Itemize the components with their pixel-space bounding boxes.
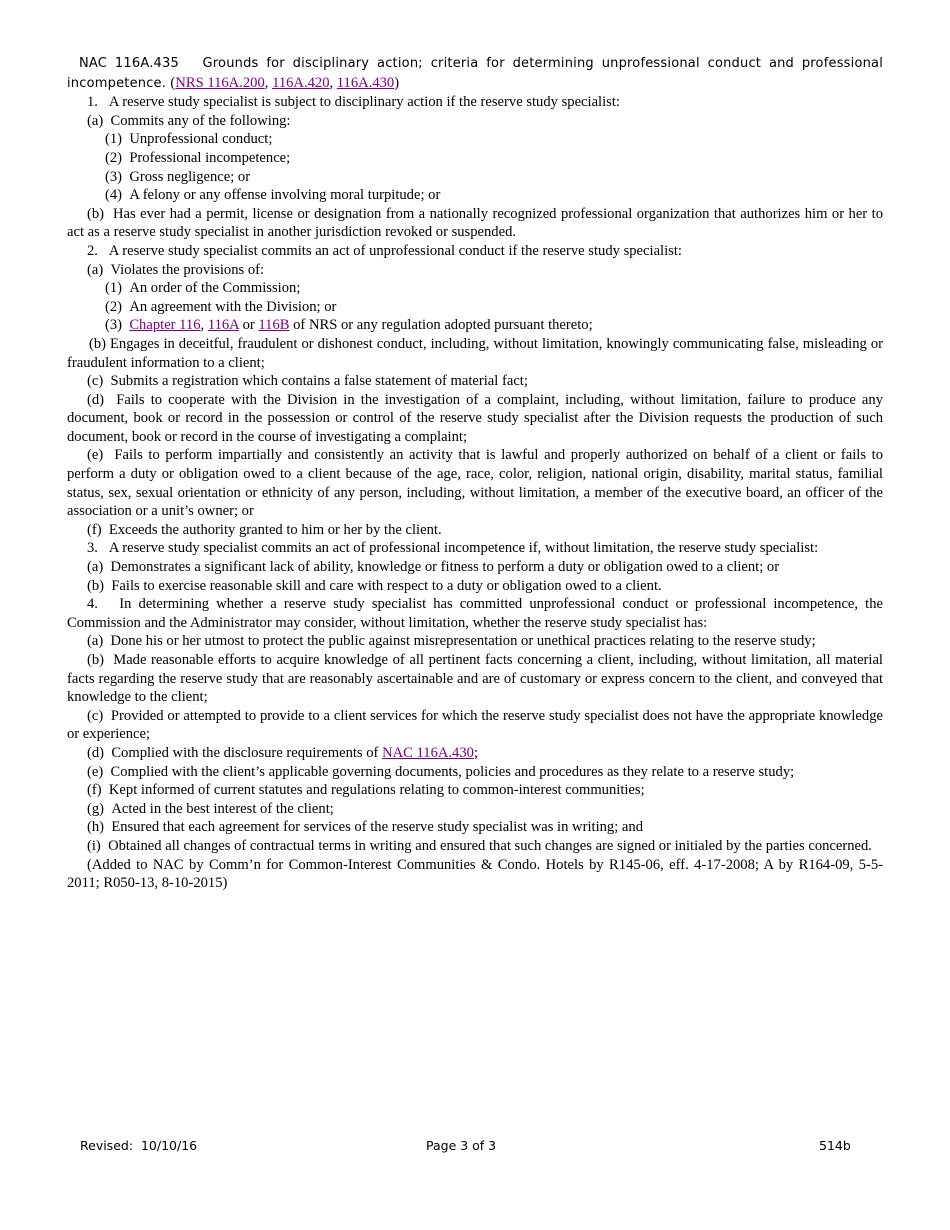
page-number: Page 3 of 3 xyxy=(426,1138,497,1153)
subsection-4i: (i) Obtained all changes of contractual terms in writing and ensured that such changes are signed or initialed by the parties concerned. xyxy=(87,837,872,854)
page-footer xyxy=(0,1138,950,1156)
link-116b[interactable]: 116B xyxy=(258,317,290,334)
subsection-2a3: (3) Chapter 116, 116A or 116B of NRS or any regulation adopted pursuant thereto; xyxy=(105,317,593,334)
subsection-2b: (b) Engages in deceitful, fraudulent or dishonest conduct, including, without limitation, knowingly communicating false, misleading or fraudulent information to a client; xyxy=(67,335,883,371)
subsection-2e: (e) Fails to perform impartially and consistently an activity that is lawful and properly authorized on behalf of a client or fails to perform a duty or obligation owed to a client because of the age, race, color, religion, national origin, disability, marital status, familial status, sex, sexual orientation or ethnicity of any person, including, without limitation, a member of the executive board, an officer of the association or a unit’s owner; or xyxy=(67,447,883,520)
link-116a-430[interactable]: 116A.430 xyxy=(336,74,395,91)
subsection-1b: (b) Has ever had a permit, license or designation from a nationally recognized professional organization that authorizes him or her to act as a reserve study specialist in another jurisdiction revoked or suspended. xyxy=(67,205,883,241)
subsection-1a3: (3) Gross negligence; or xyxy=(105,168,251,185)
subsection-2c: (c) Submits a registration which contains a false statement of material fact; xyxy=(87,373,528,390)
subsection-1a1: (1) Unprofessional conduct; xyxy=(105,131,273,148)
form-id: 514b xyxy=(819,1138,851,1153)
subsection-2a2: (2) An agreement with the Division; or xyxy=(105,298,337,315)
subsection-2a: (a) Violates the provisions of: xyxy=(87,261,265,278)
section-title: Grounds for disciplinary action; criteria for determining unprofessional conduct and professional incompetence. xyxy=(67,56,884,91)
subsection-4a: (a) Done his or her utmost to protect the public against misrepresentation or unethical practices relating to the reserve study; xyxy=(87,633,816,650)
subsection-4c: (c) Provided or attempted to provide to a client services for which the reserve study specialist does not have the appropriate knowledge or experience; xyxy=(67,707,883,743)
subsection-2d: (d) Fails to cooperate with the Division in the investigation of a complaint, including, without limitation, failure to produce any document, book or record in the possession or control of the reserve study specialist after the Division requests the production of such document, book or record in the course of investigating a complaint; xyxy=(67,391,883,445)
subsection-4h: (h) Ensured that each agreement for services of the reserve study specialist was in writing; and xyxy=(87,819,643,836)
subsection-4f: (f) Kept informed of current statutes and regulations relating to common-interest communities; xyxy=(87,782,645,799)
subsection-2f: (f) Exceeds the authority granted to him or her by the client. xyxy=(87,521,442,538)
subsection-1a2: (2) Professional incompetence; xyxy=(105,149,291,166)
subsection-2-intro: 2. A reserve study specialist commits an act of unprofessional conduct if the reserve study specialist: xyxy=(87,242,682,259)
subsection-3-intro: 3. A reserve study specialist commits an act of professional incompetence if, without limitation, the reserve study specialist: xyxy=(87,540,819,557)
section-id: NAC 116A.435 xyxy=(79,56,179,71)
authority-citations: (NRS 116A.200, 116A.420, 116A.430) xyxy=(170,74,400,91)
link-116a-420[interactable]: 116A.420 xyxy=(272,74,330,91)
subsection-1-intro: 1. A reserve study specialist is subject to disciplinary action if the reserve study specialist: xyxy=(87,94,620,111)
revised-date: Revised: 10/10/16 xyxy=(80,1138,198,1153)
subsection-2a1: (1) An order of the Commission; xyxy=(105,280,301,297)
section-heading xyxy=(67,55,883,93)
subsection-4d: (d) Complied with the disclosure requirements of NAC 116A.430; xyxy=(87,744,479,761)
link-nrs-116a-200[interactable]: NRS 116A.200 xyxy=(175,74,265,91)
subsection-4b: (b) Made reasonable efforts to acquire knowledge of all pertinent facts concerning a client, including, without limitation, all material facts regarding the reserve study that are reasonably ascertainable and are of customary or express concern to the client, and conveyed that knowledge to the client; xyxy=(67,652,883,706)
subsection-1a4: (4) A felony or any offense involving moral turpitude; or xyxy=(105,187,441,204)
subsection-3a: (a) Demonstrates a significant lack of ability, knowledge or fitness to perform a duty or obligation owed to a client; or xyxy=(87,559,780,576)
link-nac-116a-430[interactable]: NAC 116A.430 xyxy=(382,744,474,761)
subsection-4-intro: 4. In determining whether a reserve study specialist has committed unprofessional conduct or professional incompetence, the Commission and the Administrator may consider, without limitation, whether the reserve study specialist has: xyxy=(67,596,883,631)
subsection-1a: (a) Commits any of the following: xyxy=(87,112,291,129)
subsection-3b: (b) Fails to exercise reasonable skill and care with respect to a duty or obligation owed to a client. xyxy=(87,577,662,594)
subsection-4e: (e) Complied with the client’s applicable governing documents, policies and procedures as they relate to a reserve study; xyxy=(87,763,795,780)
subsection-4g: (g) Acted in the best interest of the client; xyxy=(87,800,334,817)
history-note: (Added to NAC by Comm’n for Common-Interest Communities & Condo. Hotels by R145-06, eff. 4-17-2008; A by R164-09, 5-5-2011; R050-13, 8-10-2015) xyxy=(67,856,883,892)
link-chapter-116[interactable]: Chapter 116 xyxy=(129,317,201,334)
document-page xyxy=(67,55,883,893)
link-116a[interactable]: 116A xyxy=(207,317,239,334)
